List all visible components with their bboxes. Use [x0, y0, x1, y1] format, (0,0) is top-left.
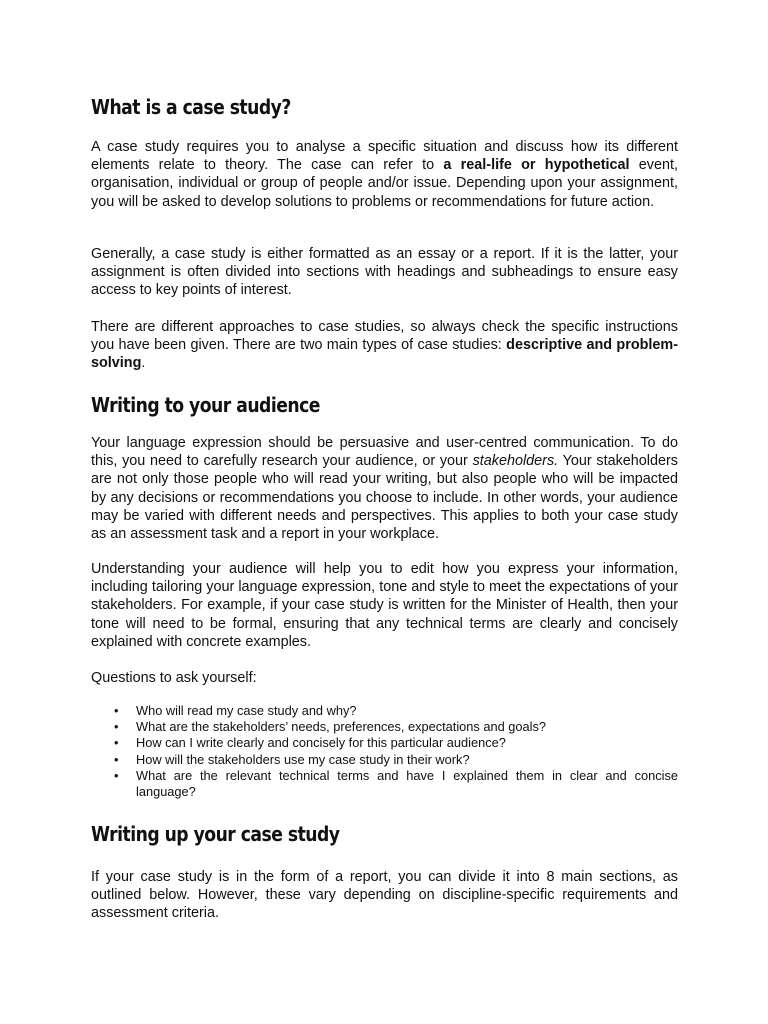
list-item-text: How will the stakeholders use my case study in their work?	[136, 751, 470, 767]
bullet-marker: •	[114, 767, 119, 783]
paragraph-case-study-format: Generally, a case study is either formatted as an essay or a report. If it is the latter, your assignment is often divided into sections with headings and subheadings to ensure easy access to key points of interest.	[91, 246, 678, 299]
bullet-marker: •	[114, 751, 119, 767]
list-item-text: Who will read my case study and why?	[136, 703, 357, 718]
p1-text-after: event, organisation, individual or group of people and/or issue. Depending upon your assignment, you will be asked to develop solutions to problems or recommendations for future action.	[91, 157, 678, 210]
heading-writing-up-your-case-study: Writing up your case study	[91, 822, 340, 846]
list-item	[91, 752, 678, 768]
list-item	[91, 768, 678, 800]
questions-list	[91, 703, 678, 800]
bullet-marker: •	[114, 735, 119, 751]
list-item-text: What are the relevant technical terms and have I explained them in clear and concise language?	[136, 767, 678, 800]
list-item-text: What are the stakeholders’ needs, preferences, expectations and goals?	[136, 719, 546, 735]
bullet-marker: •	[114, 703, 119, 718]
list-item	[91, 703, 678, 719]
p1-text-before: A case study requires you to analyse a specific situation and discuss how its different elements relate to theory. The case can refer to	[91, 139, 678, 174]
p4-text-before: Your language expression should be persuasive and user-centred communication. To do this, you need to carefully research your audience, or your	[91, 435, 678, 470]
bullet-marker: •	[114, 719, 119, 735]
paragraph-case-study-types	[91, 318, 678, 373]
paragraph-case-study-definition	[91, 138, 678, 211]
p1-bold-text: a real-life or hypothetical	[443, 157, 630, 174]
paragraph-questions-intro: Questions to ask yourself:	[91, 670, 257, 686]
p4-italic-text: stakeholders.	[472, 453, 559, 470]
paragraph-report-sections: If your case study is in the form of a report, you can divide it into 8 main sections, as outlined below. However, these vary depending on discipline-specific requirements and assessment criteria.	[91, 869, 678, 922]
list-item	[91, 735, 678, 751]
list-item-text: How can I write clearly and concisely for this particular audience?	[136, 735, 506, 751]
heading-writing-to-your-audience: Writing to your audience	[91, 393, 320, 417]
paragraph-audience-stakeholders	[91, 434, 678, 543]
p3-bold-text: descriptive and problem-solving	[91, 337, 678, 372]
list-item	[91, 719, 678, 735]
p3-text-before: There are different approaches to case studies, so always check the specific instructions you have been given. There are two main types of case studies:	[91, 319, 678, 354]
p3-text-after: .	[141, 355, 146, 372]
p4-text-after: Your stakeholders are not only those people who will read your writing, but also people who will be impacted by any decisions or recommendations you choose to include. In other words, your audience may be varied with different needs and perspectives. This applies to both your case study as an assessment task and a report in your workplace.	[91, 453, 678, 543]
heading-what-is-a-case-study: What is a case study?	[91, 95, 291, 119]
paragraph-understanding-audience: Understanding your audience will help you to edit how you express your information, including tailoring your language expression, tone and style to meet the expectations of your stakeholders. For example, if your case study is written for the Minister of Health, then your tone will need to be formal, ensuring that any technical terms are clearly and concisely explained with concrete examples.	[91, 561, 678, 650]
